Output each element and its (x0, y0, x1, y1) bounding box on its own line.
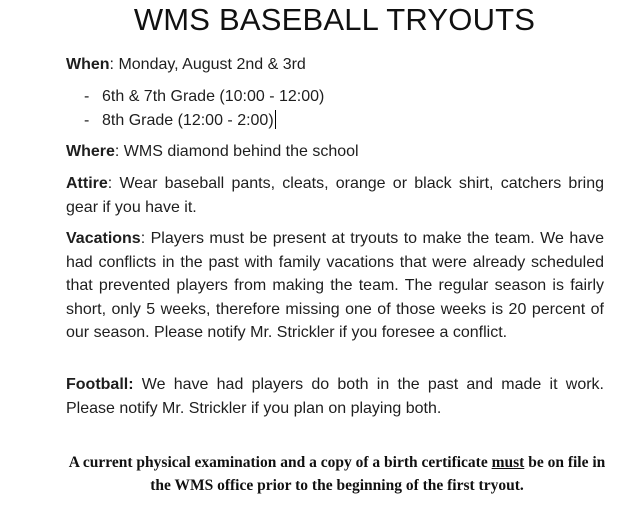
attire-label: Attire (66, 175, 108, 192)
notice-must-emphasis: must (491, 454, 525, 471)
football-text: We have had players do both in the past and made it work. Please notify Mr. Strickler if you plan on playing both. (66, 376, 604, 417)
notice-text-part-2: be on file in the WMS office prior to the beginning of the first tryout. (150, 454, 606, 494)
requirements-notice (62, 451, 612, 497)
when-text: Monday, August 2nd & 3rd (118, 56, 306, 73)
where-paragraph: Where: WMS diamond behind the school (66, 143, 359, 160)
where-label: Where (66, 143, 115, 160)
where-text: WMS diamond behind the school (123, 143, 359, 160)
when-paragraph: When: Monday, August 2nd & 3rd (66, 56, 306, 73)
schedule-bullet-1-text: 6th & 7th Grade (10:00 - 12:00) (102, 88, 325, 105)
vacations-paragraph: Vacations: Players must be present at tryouts to make the team. We have had conflicts in the past with family vacations that were already scheduled that prevented players from making the team. The regular season is fairly short, only 5 weeks, therefore missing one of those weeks is 20 percent of our season. Please notify Mr. Strickler if you foresee a conflict. (66, 230, 605, 341)
bullet-dash: - (84, 88, 90, 105)
schedule-bullet-2-text: 8th Grade (12:00 - 2:00) (102, 112, 274, 129)
page-title: WMS BASEBALL TRYOUTS (133, 2, 536, 37)
schedule-bullet-1 (84, 85, 324, 108)
attire-paragraph: Attire: Wear baseball pants, cleats, orange or black shirt, catchers bring gear if you have it. (66, 175, 605, 216)
football-paragraph (66, 373, 604, 420)
when-label: When (66, 56, 110, 73)
text-cursor (275, 110, 276, 129)
notice-text-part-1: A current physical examination and a copy of a birth certificate (68, 454, 488, 471)
vacations-text: Players must be present at tryouts to make the team. We have had conflicts in the past with family vacations that were already scheduled that prevented players from making the team. The regular season is fairly short, only 5 weeks, therefore missing one of those weeks is 20 percent of our season. Please notify Mr. Strickler if you foresee a conflict. (66, 230, 605, 341)
attire-text: Wear baseball pants, cleats, orange or black shirt, catchers bring gear if you have it. (66, 175, 605, 216)
vacations-label: Vacations (66, 230, 141, 247)
schedule-bullet-2 (84, 109, 276, 132)
bullet-dash: - (84, 112, 90, 129)
football-label: Football: (66, 376, 134, 393)
